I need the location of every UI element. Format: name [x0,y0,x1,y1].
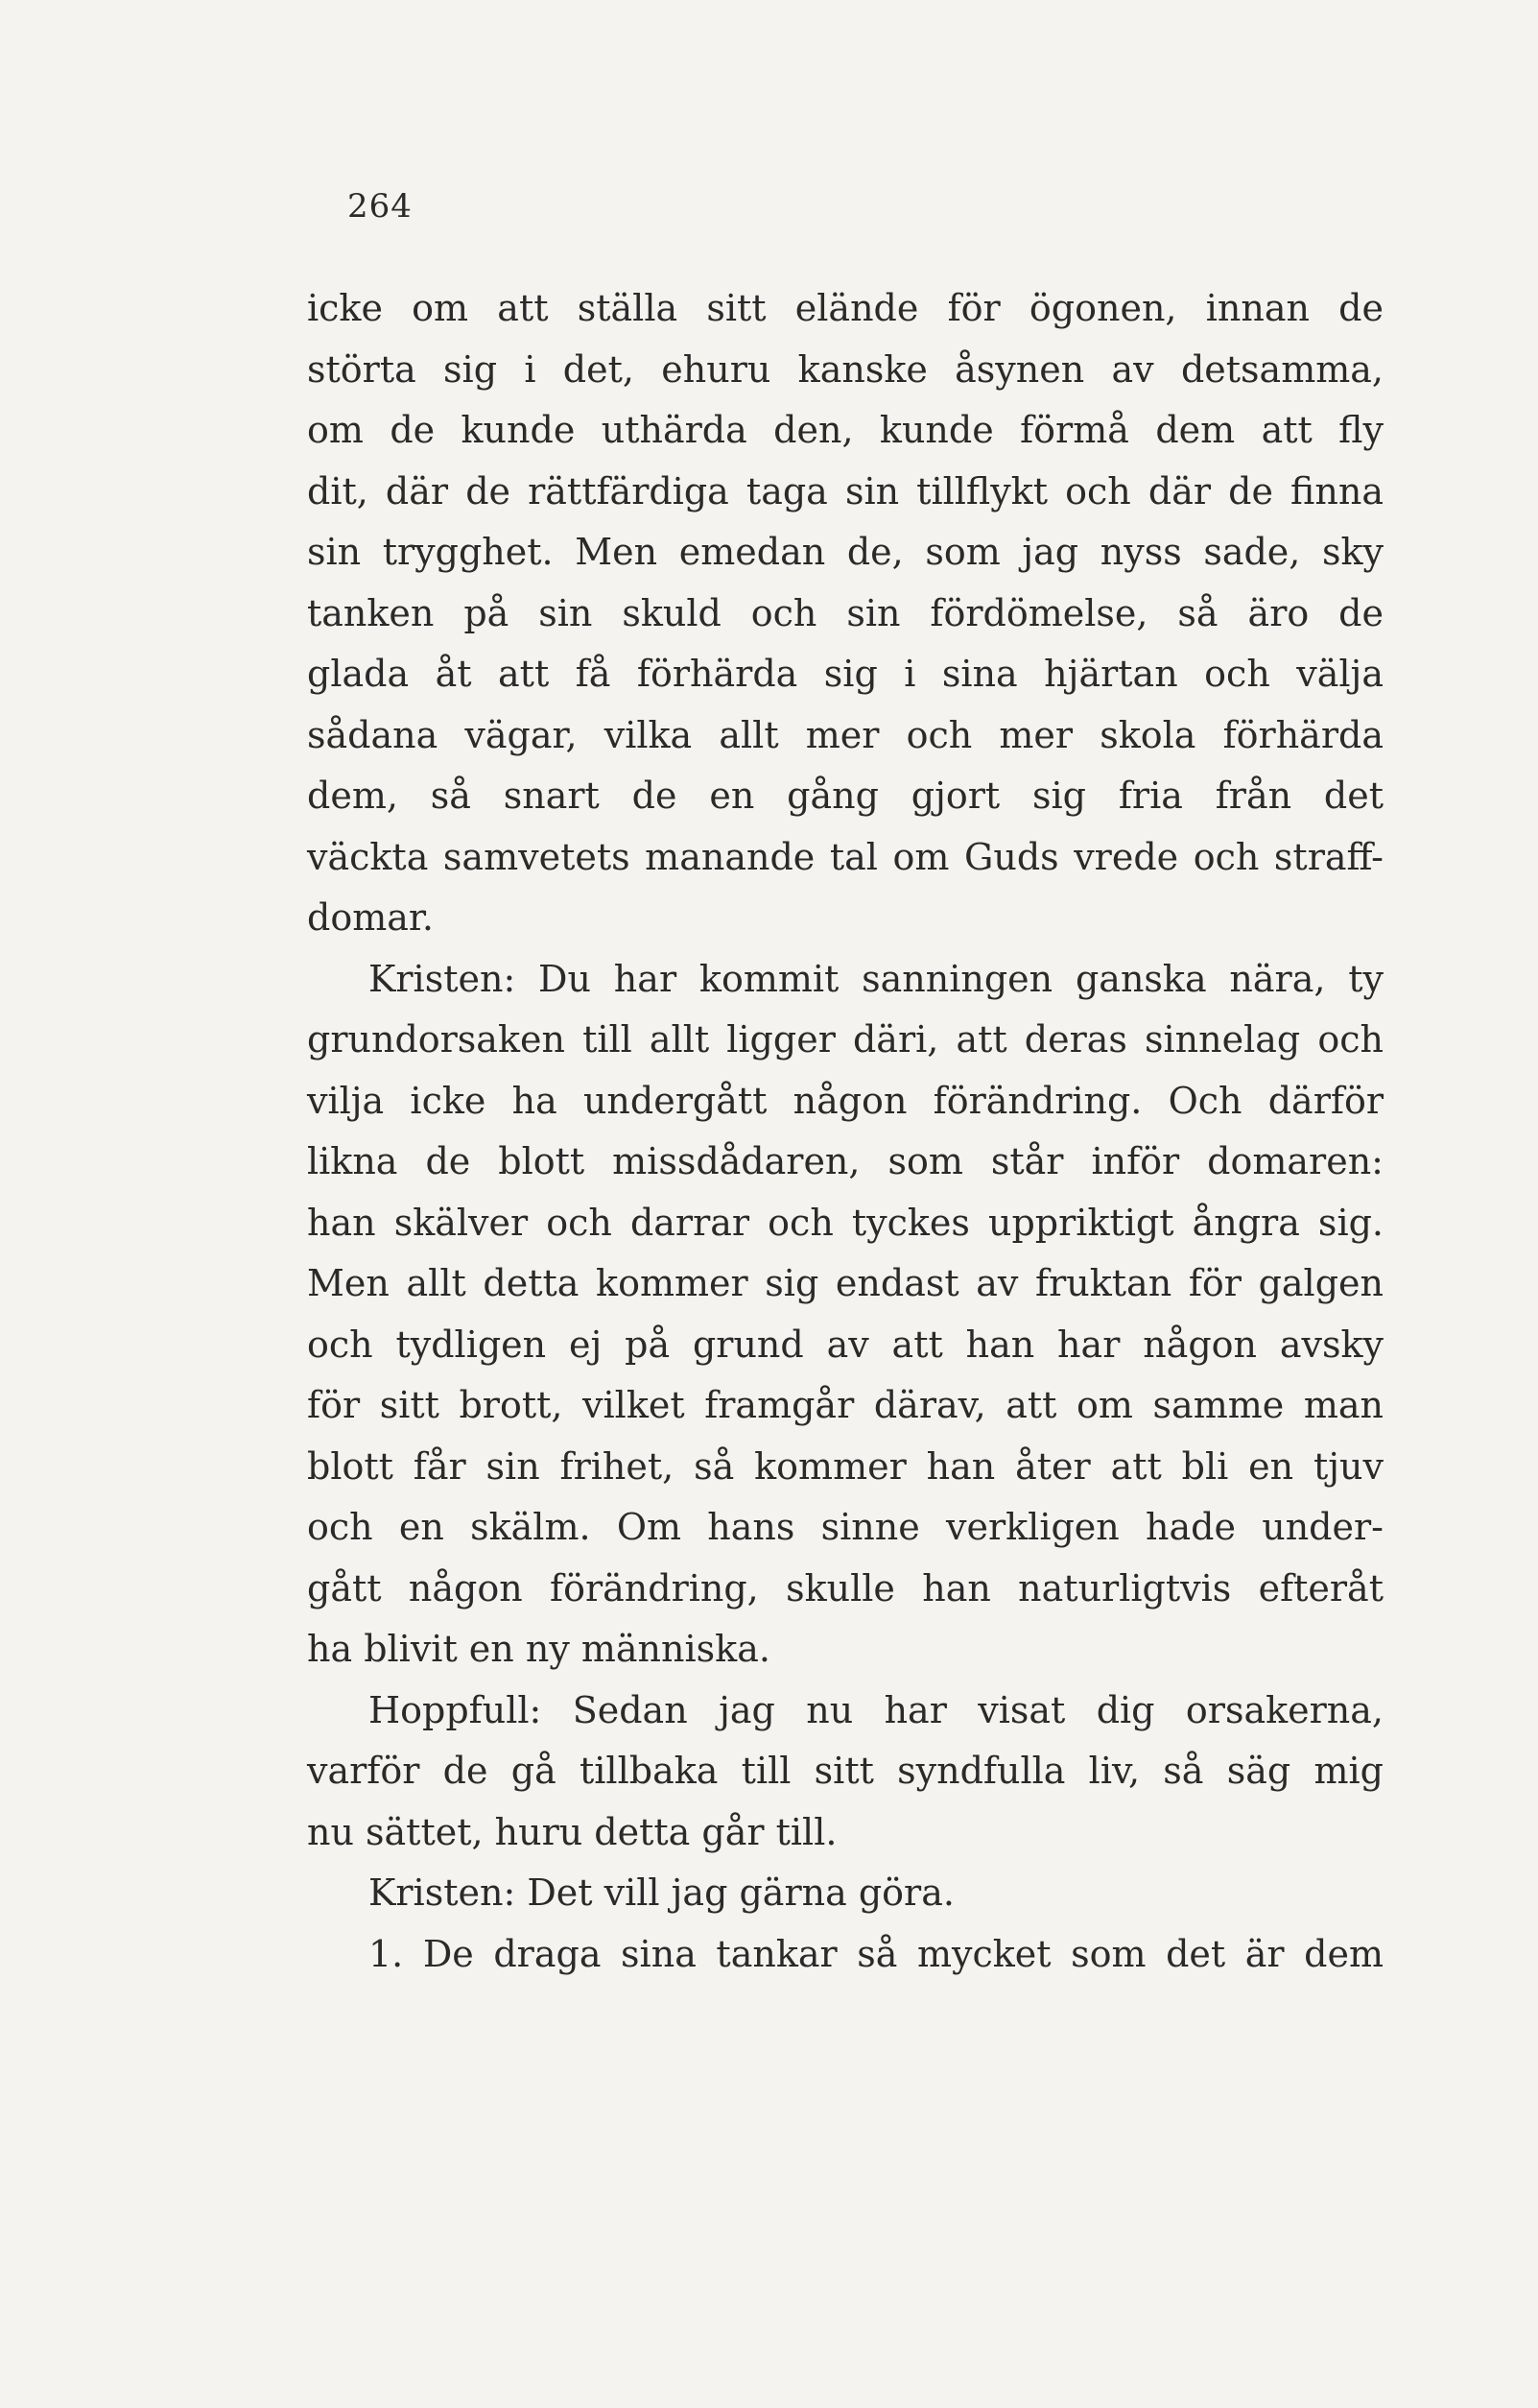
text-line: gått någon förändring, skulle han naturligtvis efteråt [307,1566,1384,1609]
text-line: störta sig i det, ehuru kanske åsynen av detsamma, [307,347,1384,391]
text-line: för sitt brott, vilket framgår därav, att om samme man [307,1384,1384,1426]
text-line: sådana vägar, vilka allt mer och mer skola förhärda [307,713,1384,756]
text-line: 1. De draga sina tankar så mycket som det är dem [368,1932,1384,1975]
text-line: varför de gå tillbaka till sitt syndfulla liv, så säg mig [307,1750,1384,1792]
body-text [307,278,1384,1985]
text-line: om de kunde uthärda den, kunde förmå dem att fly [307,409,1384,451]
text-line: blott får sin frihet, så kommer han åter att bli en tjuv [307,1444,1384,1488]
text-line: dem, så snart de en gång gjort sig fria från det [307,775,1384,817]
text-line: likna de blott missdådaren, som står inför domaren: [307,1140,1384,1182]
text-line: glada åt att få förhärda sig i sina hjärtan och välja [307,653,1384,695]
text-line: vilja icke ha undergått någon förändring. Och därför [307,1079,1384,1122]
text-line: Hoppfull: Sedan jag nu har visat dig orsakerna, [368,1688,1384,1731]
text-line: väckta samvetets manande tal om Guds vrede och straff- [307,835,1384,878]
text-line: sin trygghet. Men emedan de, som jag nyss sade, sky [307,531,1384,573]
text-line: han skälver och darrar och tyckes uppriktigt ångra sig. [307,1201,1384,1244]
page-number: 264 [347,187,413,226]
text-line: nu sättet, huru detta går till. [307,1810,838,1853]
text-line: och en skälm. Om hans sinne verkligen hade under- [307,1506,1384,1548]
text-line: dit, där de rättfärdiga taga sin tillflykt och där de finna [307,469,1384,513]
text-line: ha blivit en ny människa. [307,1628,770,1670]
text-line: icke om att ställa sitt elände för ögonen, innan de [307,287,1384,329]
text-line: och tydligen ej på grund av att han har någon avsky [307,1323,1384,1366]
text-line: Men allt detta kommer sig endast av fruktan för galgen [307,1262,1384,1304]
text-line: tanken på sin skuld och sin fördömelse, så äro de [307,591,1384,634]
text-line: domar. [307,896,434,939]
text-line: Kristen: Det vill jag gärna göra. [368,1872,955,1914]
text-line: Kristen: Du har kommit sanningen ganska nära, ty [368,957,1384,1000]
text-line: grundorsaken till allt ligger däri, att deras sinnelag och [307,1018,1384,1061]
